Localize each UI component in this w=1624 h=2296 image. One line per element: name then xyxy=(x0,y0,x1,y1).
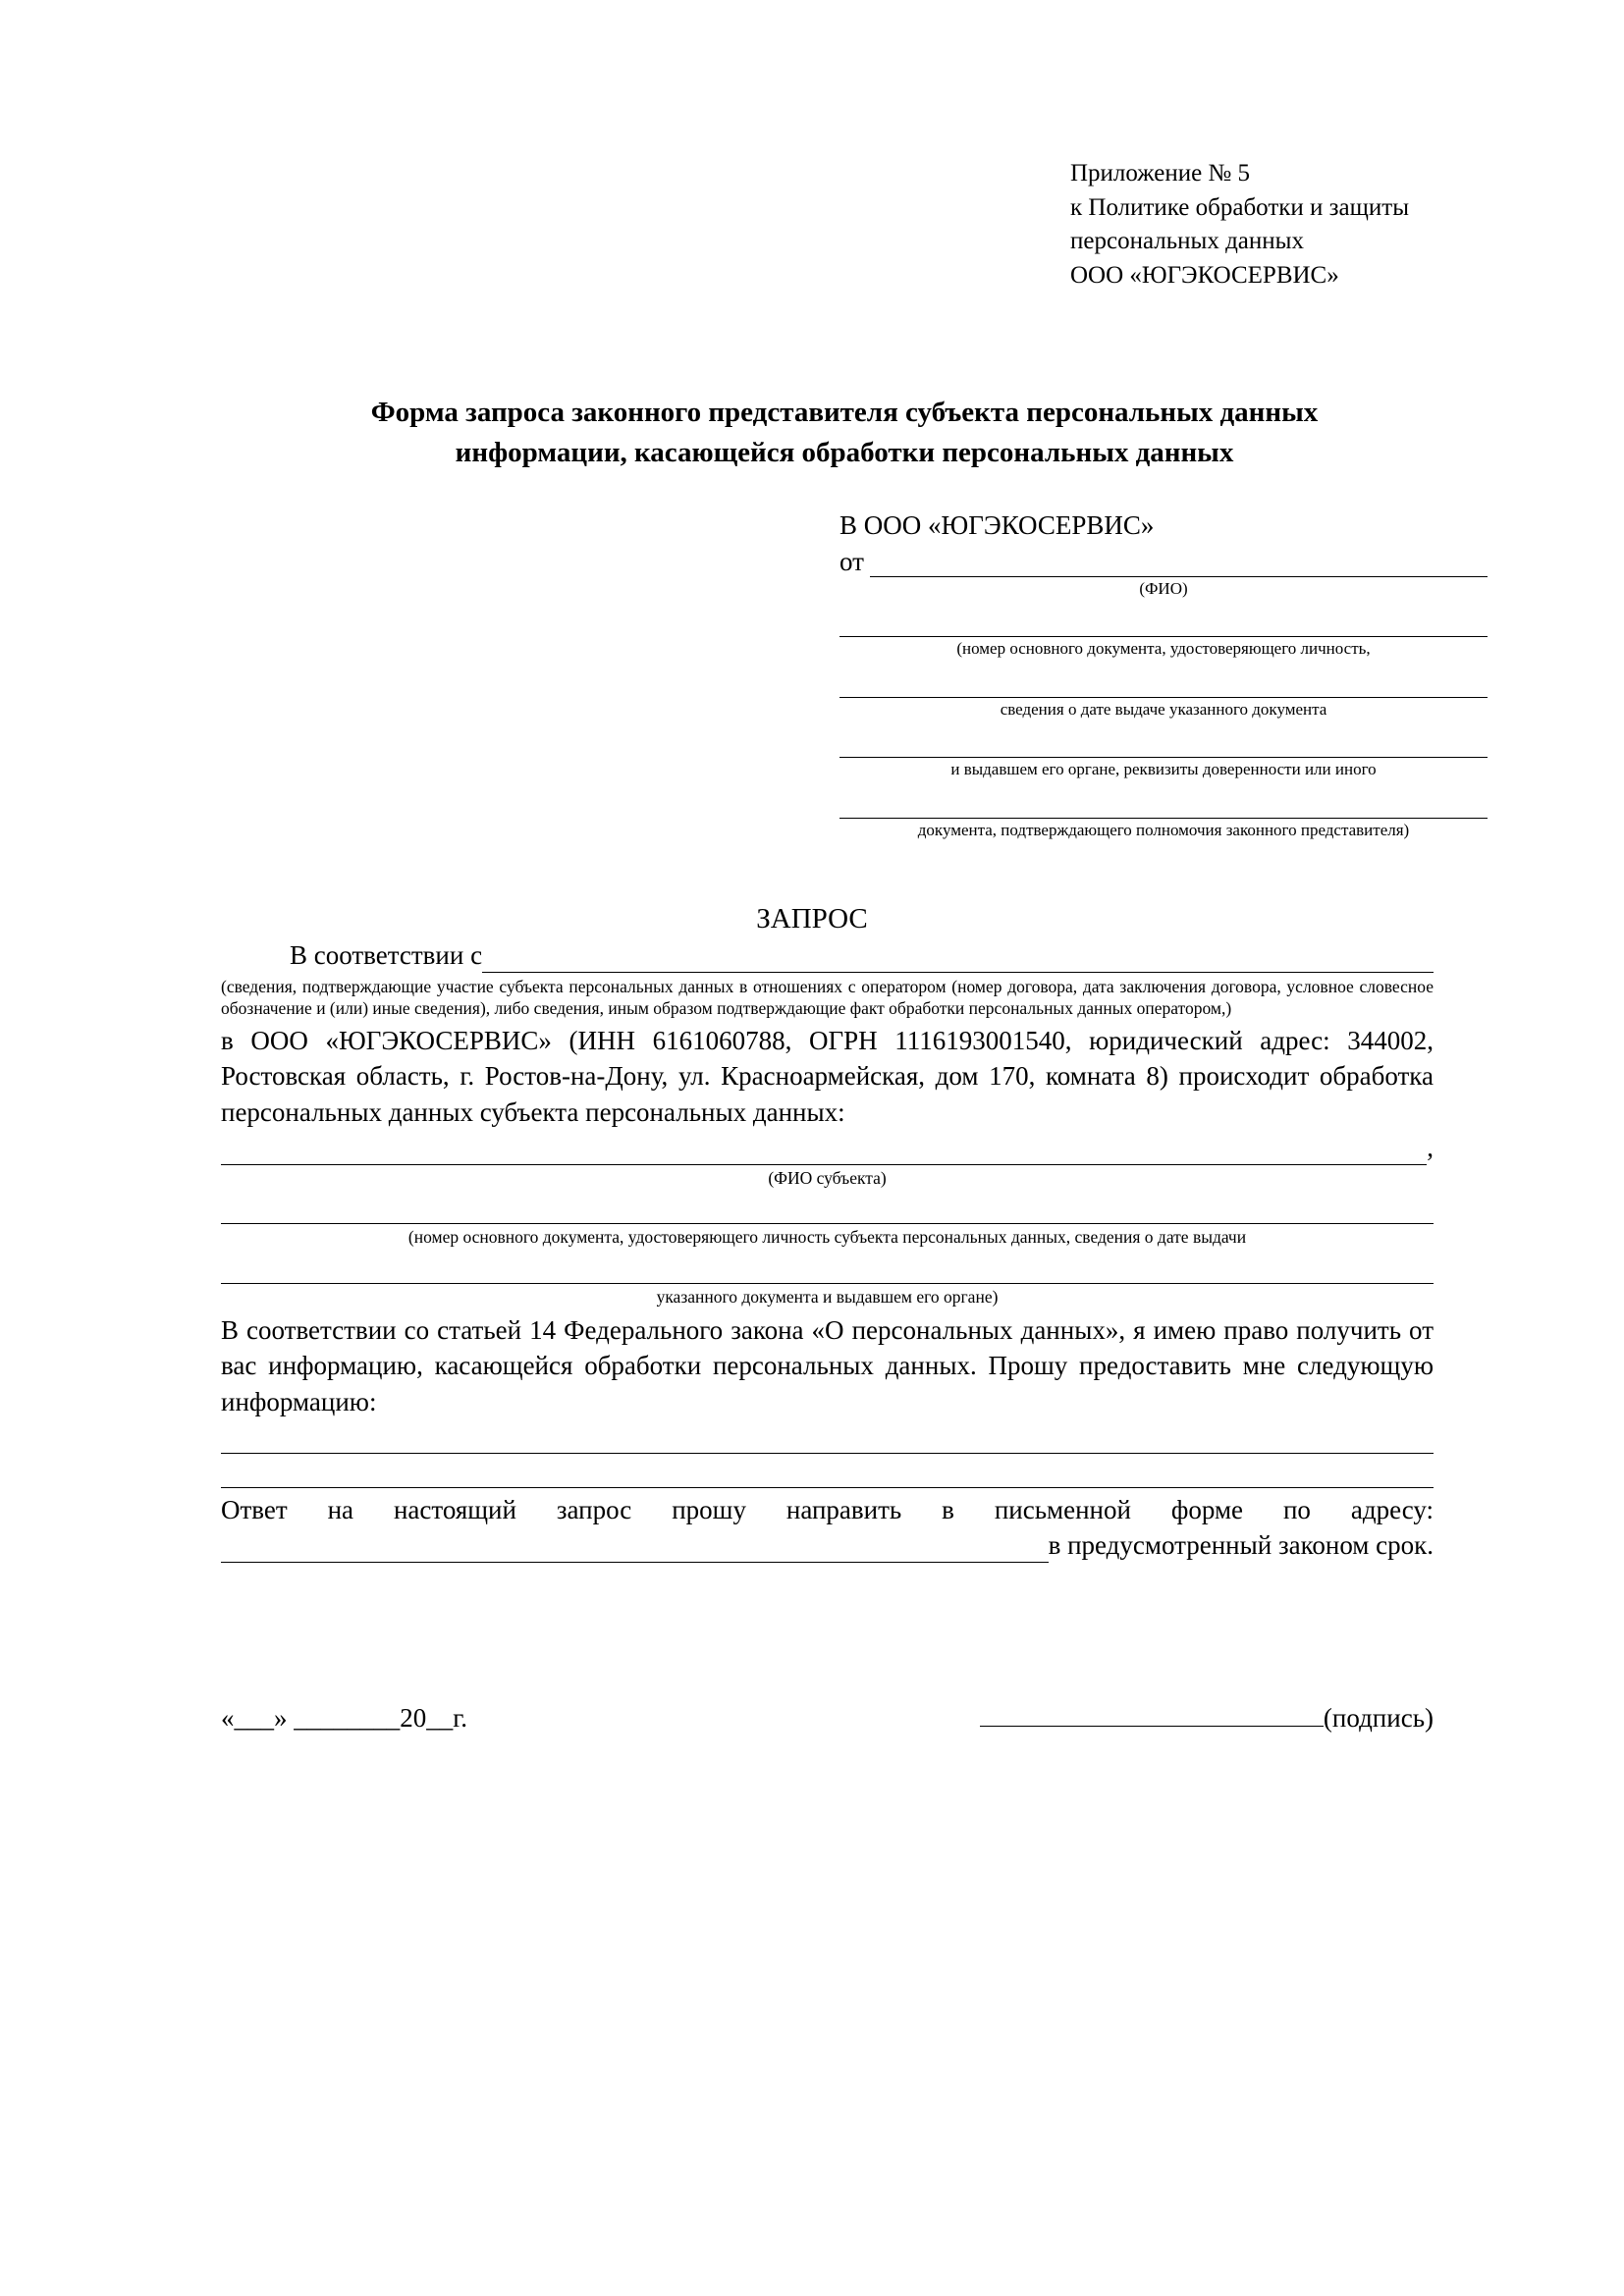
caption-subject-document: (номер основного документа, удостоверяющего личность субъекта персональных данных, сведения о дате выдачи xyxy=(407,1227,1247,1248)
accordance-row xyxy=(221,937,1434,973)
answer-paragraph: Ответ на настоящий запрос прошу направить в письменной форме по адресу: xyxy=(221,1494,1434,1524)
info-request-fill-line-2[interactable] xyxy=(221,1454,1434,1488)
answer-address-row xyxy=(221,1527,1434,1563)
law-paragraph: В соответствии со статьей 14 Федерального закона «О персональных данных», я имею право получить от вас информацию, касающейся обработки персональных данных. Прошу предоставить мне следующую информацию: xyxy=(221,1315,1434,1416)
page-title xyxy=(211,393,1478,473)
from-label: от xyxy=(839,547,864,576)
date-field[interactable]: «___» ________20__г. xyxy=(221,1703,468,1733)
signature-label: (подпись) xyxy=(1323,1703,1434,1733)
addressee-block xyxy=(839,510,1488,840)
caption-document-date: сведения о дате выдаче указанного документа xyxy=(1000,699,1327,719)
caption-document-issuer: и выдавшем его органе, реквизиты доверенности или иного xyxy=(950,760,1377,779)
document-issuer-fill-line[interactable] xyxy=(839,727,1488,758)
appendix-line-2: к Политике обработки и защиты xyxy=(1070,193,1410,221)
subject-document-fill-line[interactable] xyxy=(221,1190,1434,1224)
request-heading: ЗАПРОС xyxy=(756,903,868,934)
info-request-fill-line-1[interactable] xyxy=(221,1419,1434,1454)
subject-document-issuer-fill-line[interactable] xyxy=(221,1250,1434,1284)
document-body xyxy=(221,937,1434,1563)
caption-fio: (ФИО) xyxy=(1139,579,1188,598)
subject-fio-fill-line[interactable] xyxy=(221,1141,1427,1165)
caption-document-authority: документа, подтверждающего полномочия законного представителя) xyxy=(917,820,1410,839)
caption-document-number: (номер основного документа, удостоверяющего личность, xyxy=(956,639,1371,659)
signature-fill-line[interactable] xyxy=(980,1704,1324,1727)
page-title-line-2: информации, касающейся обработки персональных данных xyxy=(455,437,1234,469)
document-date-fill-line[interactable] xyxy=(839,667,1488,698)
subject-fio-comma: , xyxy=(1427,1132,1434,1162)
appendix-line-1: Приложение № 5 xyxy=(1070,160,1251,187)
document-authority-fill-line[interactable] xyxy=(839,788,1488,819)
accordance-label: В соответствии с xyxy=(290,940,483,970)
caption-subject-document-issuer: указанного документа и выдавшем его органе) xyxy=(656,1286,999,1307)
note-participation: (сведения, подтверждающие участие субъекта персональных данных в отношениях с оператором (номер договора, дата заключения договора, условное словесное обозначение и (или) иные сведения), либо сведения, иным образом подтверждающие факт обработки персональных данных оператором,) xyxy=(221,977,1434,1019)
caption-subject-fio: (ФИО субъекта) xyxy=(768,1167,887,1188)
appendix-line-3: персональных данных xyxy=(1070,228,1304,254)
appendix-line-4: ООО «ЮГЭКОСЕРВИС» xyxy=(1070,261,1339,289)
appendix-header xyxy=(1070,157,1581,293)
organization-paragraph: в ООО «ЮГЭКОСЕРВИС» (ИНН 6161060788, ОГРН 1116193001540, юридический адрес: 344002, Ростовская область, г. Ростов-на-Дону, ул. Красноармейская, дом 170, комната 8) происходит обработка персональных данных субъекта персональных данных: xyxy=(221,1026,1434,1127)
signature-field[interactable] xyxy=(980,1703,1434,1734)
page-title-line-1: Форма запроса законного представителя субъекта персональных данных xyxy=(370,397,1319,428)
addressee-organization: В ООО «ЮГЭКОСЕРВИС» xyxy=(839,510,1155,540)
answer-address-tail: в предусмотренный законом срок. xyxy=(1048,1529,1434,1560)
from-field-row xyxy=(839,547,1488,577)
subject-fio-row xyxy=(221,1130,1434,1165)
accordance-fill-line[interactable] xyxy=(482,948,1434,973)
signature-row xyxy=(221,1703,1434,1734)
answer-address-fill-line[interactable] xyxy=(221,1538,1049,1563)
from-name-fill-line[interactable] xyxy=(870,553,1488,577)
document-number-fill-line[interactable] xyxy=(839,607,1488,637)
